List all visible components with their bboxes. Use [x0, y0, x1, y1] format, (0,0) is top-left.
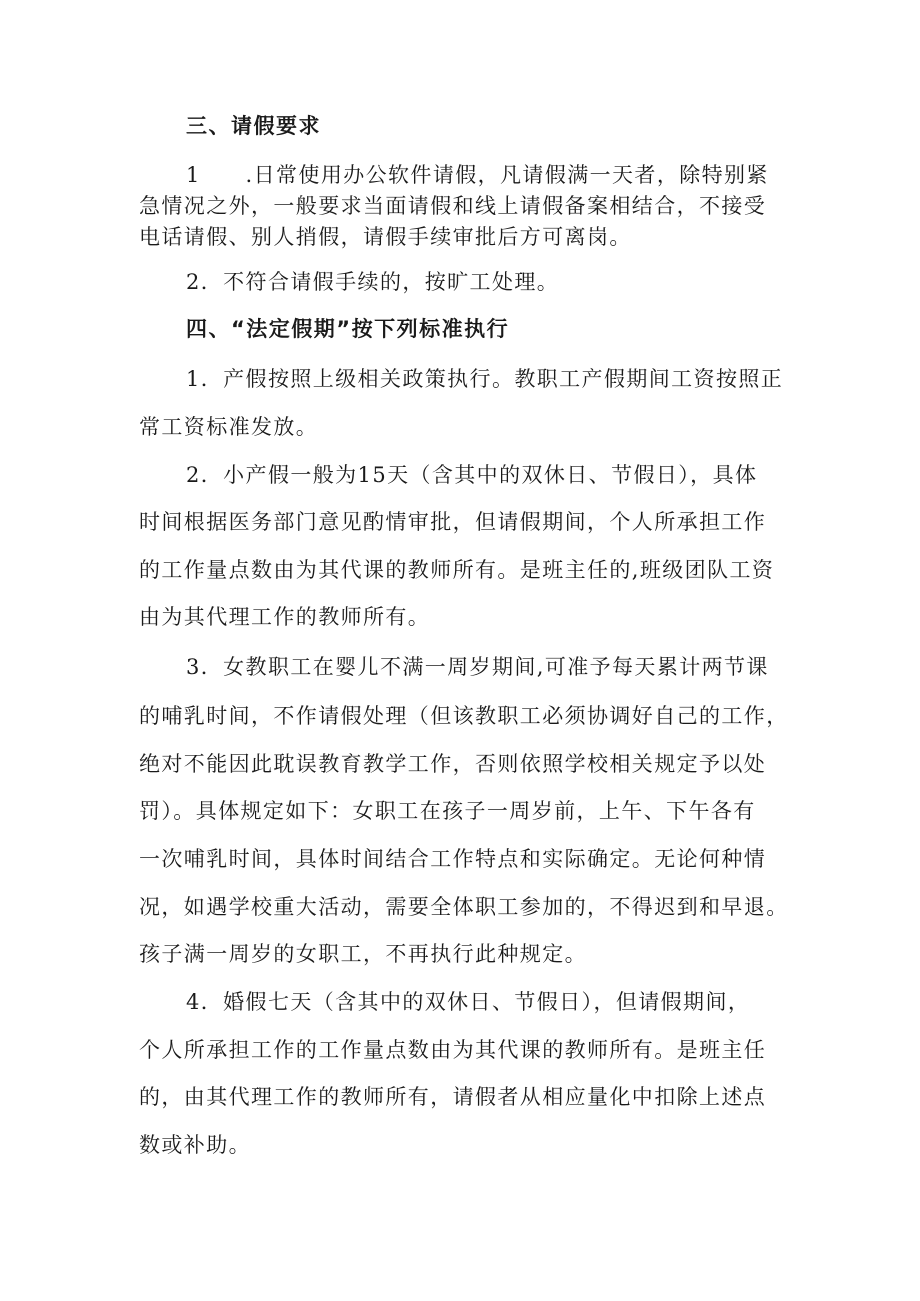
section-4-item-3-line-1: 3．女教职工在婴儿不满一周岁期间,可准予每天累计两节课 — [186, 655, 769, 679]
section-3-item-1-line-3: 电话请假、别人捎假，请假手续审批后方可离岗。 — [139, 225, 632, 249]
section-4-item-4-line-2: 个人所承担工作的工作量点数由为其代课的教师所有。是班主任 — [139, 1038, 767, 1062]
section-4-item-2-line-1: 2．小产假一般为15天（含其中的双休日、节假日），具体 — [186, 463, 758, 487]
section-4-item-2-line-3: 的工作量点数由为其代课的教师所有。是班主任的,班级团队工资 — [139, 558, 775, 582]
section-4-item-3-line-6: 况，如遇学校重大活动，需要全体职工参加的，不得迟到和早退。 — [139, 895, 789, 919]
section-3-item-2-line-1: 2．不符合请假手续的，按旷工处理。 — [186, 270, 560, 294]
section-4-item-3-line-2: 的哺乳时间，不作请假处理（但该教职工必须协调好自己的工作， — [139, 704, 789, 728]
section-3-item-1-line-2: 急情况之外，一般要求当面请假和线上请假备案相结合，不接受 — [139, 194, 767, 218]
section-4-heading: 四、“法定假期”按下列标准执行 — [186, 317, 510, 341]
section-4-item-4-line-4: 数或补助。 — [139, 1133, 251, 1157]
section-4-item-4-line-1: 4．婚假七天（含其中的双休日、节假日），但请假期间， — [186, 990, 751, 1014]
section-4-item-1-line-2: 常工资标准发放。 — [139, 415, 319, 439]
section-4-item-2-line-2: 时间根据医务部门意见酌情审批，但请假期间，个人所承担工作 — [139, 510, 767, 534]
section-3-item-1-line-1: 1 .日常使用办公软件请假，凡请假满一天者，除特别紧 — [186, 163, 769, 187]
section-3-heading: 三、请假要求 — [186, 114, 321, 138]
section-4-item-3-line-5: 一次哺乳时间，具体时间结合工作特点和实际确定。无论何种情 — [139, 847, 767, 871]
section-4-item-2-line-4: 由为其代理工作的教师所有。 — [139, 605, 431, 629]
section-4-item-3-line-4: 罚）。具体规定如下：女职工在孩子一周岁前，上午、下午各有 — [139, 799, 756, 823]
section-4-item-3-line-7: 孩子满一周岁的女职工，不再执行此种规定。 — [139, 942, 587, 966]
section-4-item-1-line-1: 1．产假按照上级相关政策执行。教职工产假期间工资按照正 — [186, 367, 784, 391]
section-4-item-3-line-3: 绝对不能因此耽误教育教学工作，否则依照学校相关规定予以处 — [139, 752, 767, 776]
section-4-item-4-line-3: 的，由其代理工作的教师所有，请假者从相应量化中扣除上述点 — [139, 1085, 767, 1109]
